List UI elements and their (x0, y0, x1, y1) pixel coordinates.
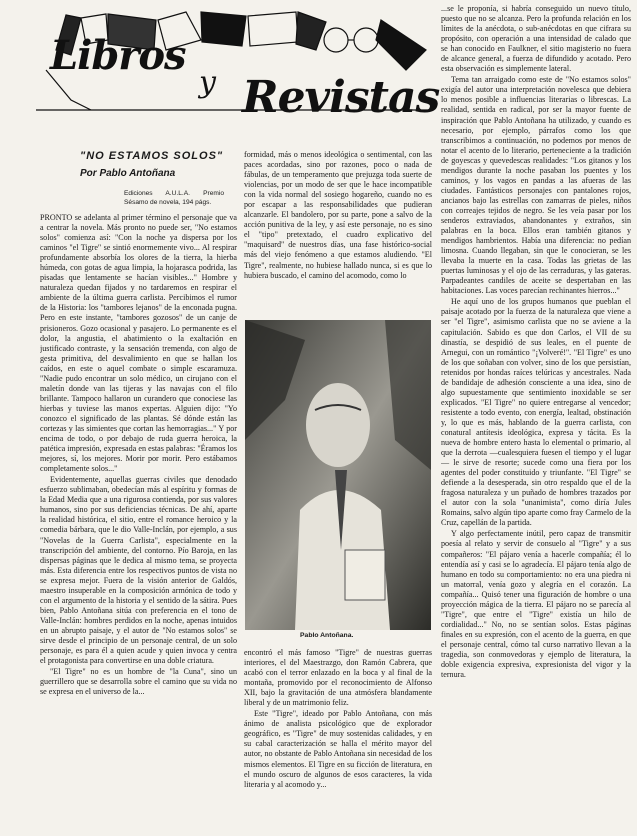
col3-paragraph-4: Y algo perfectamente inútil, pero capaz de transmitir poesía al relato y servir de consuelo al "Tigre" y a sus compañeros: "El pájaro venía a hacerle compañía; él lo entendía así y casi se lo agradecía. El pájaro tenía algo de humano en todo su comportamiento: no era una piedra ni un matorral, venía gozo y alegría en el corazón. La compañía... Quisó tener una figuración de hombre o una proyección mágica de la tierra. El pájaro no se parecía al "Tigre", que entre el "Tigre" existía un hilo de cordialidad..." No, no se sentían solos. Estas páginas finales en su expresión, con el acento de la guerra, en que el personaje central, cómo tal curso narrativo llevan a la tragedia, son conmovedoras y ejemplo de literatura, la doble exigencia expresiva, expresionista del vigor y la ternura. (441, 529, 631, 680)
col1-paragraph-2: Evidentemente, aquellas guerras civiles que denodado esfuerzo sublimaban, obedecían más al espíritu y formas de la Edad Media que a una rigurosa contienda, por sus valores humanos, sino por sus deficiencias técnicas. De ahí, aparte la realidad histórica, el sitio, entre el romance heroico y la comedia bárbara, que le dio Valle-Inclán, por ejemplo, a sus "Novelas de la Guerra Carlista", especialmente en la transcripción del ambiente, del contorno. Pío Baroja, en las dispersas páginas que le dedica al mismo tema, se proyecta más. Esta diferencia entre los respectivos puntos de vista no se expresa mejor. Fuera de la visión anterior de Galdós, maestro insuperable en la composición armónica de todo y con el argumento de la historia y el sentido de la sátira. Pues bien, Pablo Antoñana sitúa con preferencia en el tono de Valle-Inclán: hombres perdidos en la noche, apenas intuidos en un abrupto paisaje, y el autor de "No estamos solos" se sirve desde el principio de un personaje central, de un solo personaje, es para él a quien acude y quien invoca y centra el protagonista para convertirse en una doble criatura. (40, 475, 237, 666)
col1-paragraph-1: PRONTO se adelanta al primer término el personaje que va a centrar la novela. Más pronto no puede ser, "No estamos solos" comienza así: "Con la noche ya dispersa por los caminos "el Tigre" se sintió enormemente vivo... Al respirar profundamente absorbía los olores de la tierra, la hierba húmeda, con gotas de agua limpia, la hojarasca podrida, las pisadas que lentamente se hacían visibles..." Hombre y naturaleza quedan fijados y no tardaremos en respirar el ambiente de la última guerra carlista. Percibimos el rumor de la Historia: los "tambores lejanos" de la enconada pugna. Pero en este instante, "tambores gozosos" de un canje de prisioneros. Gozo ocasional y pasajero. Lo permanente es el dolor, la angustia, el abatimiento o la exaltación en justificado contraste, y la sensación tremenda, con algo de gesta primitiva, del desvalimiento en que se hallan los caídos, en este o aquel combate o simple escaramuza. "Nadie pudo encontrar un solo médico, un cirujano con el maletín donde van las tijeras y las navajas con el filo brillante. Tampoco hallaron un curandero que conociese las hierbas y tuviese las manos expertas. Alguien dijo: "Yo conozco el significado de las plantas. Sé dónde están las cortezas y las simientes que cortan las hemorragias..." Y por encima de todo, o por debajo de ruda guerra heroica, la patética impresión, expresada en estas palabras: "Éramos los mejores, sí, los mejores. Morir por morir. Pero estábamos completamente solos..." (40, 213, 237, 474)
masthead-libros: Libros (50, 32, 186, 79)
col3-paragraph-2: Tema tan arraigado como este de "No estamos solos" exigía del autor una interpretación novelesca que debiera lo menos posible a influencias literarias o librescas. La realidad, sentida en radical, por ser la mayor fuente de inspiración que Pablo Antoñana ha utilizado, y cuando es necesario, por ejemplo, párrafos como los que transcribimos a continuación, no podemos por menos de notar el acento de lo literario, perteneciente a la tradición de goyescas y quevedescas realidades: "Los gitanos y los mendigos durante la noche pasaban los puentes y los caminos, y los vagos en pandas a las afueras de las ciudades. Fantásticos personajes con pantalones rojos, ancianos bajo las estrellas con zamarras de pieles, niños con correajes tejidos de negro. Se les veía pasar por los senderos extraviados, abandonantes y extraños, sin palabras en la boca. Ellos eran también gitanos y mendigos hambrientos. Había una diferencia: no pedían limosna. Cuando llegaban, sin que le conocieran, se les llevaba la muerte en la casa. Todas las grietas de las puertas luminosas y el ojo de las cerraduras, y las gateras. Parpadeantes candiles de aceite se despertaban en las habitaciones. Las voces parecían rechinantes hierros..." (441, 75, 631, 296)
col3-paragraph-1: ...se le proponía, si habría conseguido un nuevo título, puesto que no se alcanza. Pero la profunda relación en los límites de la anécdota, o sub-anécdotas en que cifrara su propósito, con operación a una intensidad de calado que se han conocido en Faulkner, el sitio magisterio no fuera de alcance general, a fuerza de difundido y acotado. Pero esta observación es simplemente lateral. (441, 4, 631, 74)
col1-paragraph-3: "El Tigre" no es un hombre de "la Cuna", sino un guerrillero que se desarrolla sobre el camino que su vida no se expresa en el universo de la... (40, 667, 237, 697)
author-photo (245, 320, 431, 630)
masthead-y: y (199, 65, 216, 100)
col2-paragraph-1: formidad, más o menos ideológica o sentimental, con las paces acordadas, sino por razones, poco o nada de fábulas, de un temperamento que prejuzga toda suerte de violencias, por un modo de ser que le hace incompatible con la vida normal del sosiego hogareño, cuando no es por escapar a las responsabilidades que pudieran alcanzarle. El bandolero, por su parte, pone a salvo de la acción punitiva de la ley, y así este personaje, no es sino el "tipo" pretextado, el cuadro explicativo del "maquisard" de nuestros días, una fase histórico-social más del viejo fenómeno a que estamos aludiendo. "El Tigre", realmente, no hubiese hallado nunca, si es que lo hubiera buscado, el camino del acomodo, como lo (244, 150, 432, 280)
column-1 (40, 213, 237, 831)
col2-paragraph-3: Este "Tigre", ideado por Pablo Antoñana, con más ánimo de analista psicológico que de explorador geográfico, es "Tigre" de muy sostenidas calidades, y en su cabal caracterización se halla el mérito mayor del autor, no obstante de Pablo Antoñana sin necesidad de los mismos elementos. El Tigre en su ficción de literatura, en el mundo oscuro de algunos de esos caracteres, la vida literaria y al acomodo y... (244, 709, 432, 789)
col2-paragraph-2: encontró el más famoso "Tigre" de nuestras guerras interiores, el del Maestrazgo, don Ramón Cabrera, que acabó con el terror enlazado en la boca y al final de la montaña, promovido por el reconocimiento de Alfonso XII, bajo la gravitación de una atmósfera blandamente liberal y de un matrimonio feliz. (244, 648, 432, 708)
section-masthead (36, 10, 440, 123)
column-3 (441, 4, 631, 831)
article-title: "NO ESTAMOS SOLOS" (80, 150, 224, 162)
column-2-upper (244, 150, 432, 310)
column-2-lower (244, 648, 432, 831)
photo-caption: Pablo Antoñana. (300, 632, 354, 639)
article-byline: Por Pablo Antoñana (80, 168, 176, 179)
masthead-revistas: Revistas (242, 72, 440, 123)
col3-paragraph-3: He aquí uno de los grupos humanos que pueblan el paisaje acotado por la fuerza de la naturaleza que viene a ser "el Tigre", asimismo carlista que no se aviene a la capitulación. Sabido es que don Carlos, el VII de su dinastía, se despidió de sus leales, en el puente de Arnegui, con un romántico "¡Volveré!". "El Tigre" es uno de los que soñaban con volver, sino de los que persistían, retenidos por hondas raíces telúricas y ancestrales. Nada de bandidaje de adhesión consciente a una idea, sino de algo supuestamente que sentimiento inoxidable se ser explicados. "El Tigre" no quiere entregarse al vencedor; resistente a todo evento, con energía, lealtad, obstinación y, lo que es más, hablando de la guerra carlista, con conatural antítesis ideológica, expresa y tácita. Es la nueva de hombre entero hasta lo elemental o primario, al que la derrota —cualesquiera fuesen el tiempo y el lugar— le sirve de resorte; sucede como una fiera por los agentes del poder constituido y triunfante. "El Tigre" se defiende a la desesperada, sin otro respaldo que el de la fragosa naturaleza y un puñado de hombres trazados por el autor con la sola "unanimista", como diría Jules Romains, salvo algún tipo aparte como fray Carmelo de la Cruz, capellán de la partida. (441, 297, 631, 528)
edition-note: Ediciones A.U.L.A. Premio Sésamo de novela, 194 págs. (124, 190, 224, 206)
